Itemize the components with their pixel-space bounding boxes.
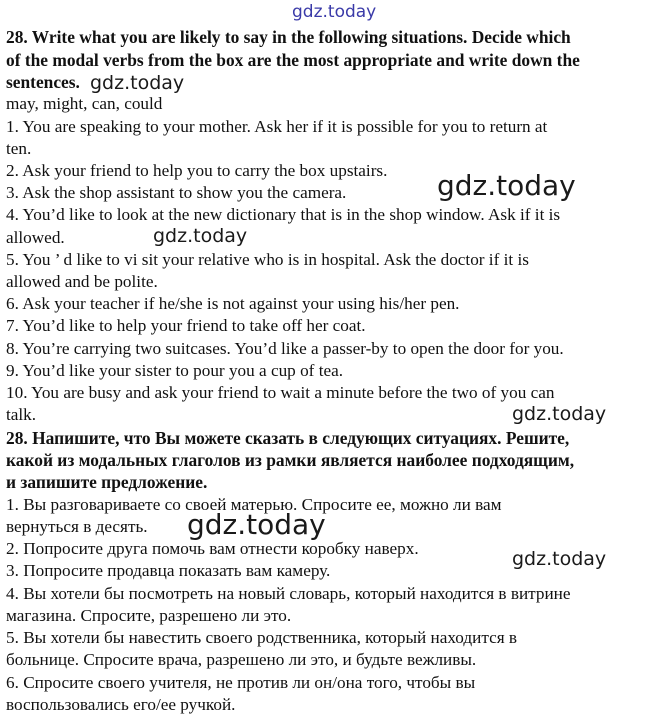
exercise-item-ru: 1. Вы разговариваете со своей матерью. Спросите ее, можно ли вам [6,495,502,514]
exercise-heading-ru: 28. Напишите, что Вы можете сказать в следующих ситуациях. Решите, [6,428,570,448]
exercise-item-ru: больнице. Спросите врача, разрешено ли это, и будьте вежливы. [6,650,477,669]
exercise-item-en: 1. You are speaking to your mother. Ask her if it is possible for you to return at [6,117,548,136]
modal-verbs-box: may, might, can, could [6,94,163,113]
exercise-item-ru: магазина. Спросите, разрешено ли это. [6,606,292,625]
exercise-heading-en: of the modal verbs from the box are the most appropriate and write down the [6,50,580,70]
exercise-item-ru: 2. Попросите друга помочь вам отнести коробку наверх. [6,539,419,558]
watermark-top: gdz.today [292,2,377,22]
exercise-item-ru: 6. Спросите своего учителя, не против ли он/она того, чтобы вы [6,673,476,692]
exercise-item-en: 8. You’re carrying two suitcases. You’d like a passer-by to open the door for you. [6,339,564,358]
exercise-item-en: allowed. [6,228,65,247]
exercise-item-en: allowed and be polite. [6,272,158,291]
exercise-item-ru: вернуться в десять. [6,517,148,536]
exercise-item-en: talk. [6,405,37,424]
exercise-item-ru: воспользовались его/ее ручкой. [6,695,236,714]
exercise-item-en: 7. You’d like to help your friend to take off her coat. [6,316,366,335]
exercise-item-ru: 4. Вы хотели бы посмотреть на новый словарь, который находится в витрине [6,584,571,603]
exercise-item-en: 4. You’d like to look at the new dictionary that is in the shop window. Ask if it is [6,205,561,224]
exercise-item-ru: 5. Вы хотели бы навестить своего родственника, который находится в [6,628,518,647]
watermark: gdz.today [437,169,576,202]
watermark: gdz.today [512,548,607,570]
exercise-item-en: 10. You are busy and ask your friend to wait a minute before the two of you can [6,383,555,402]
exercise-item-en: 6. Ask your teacher if he/she is not against your using his/her pen. [6,294,460,313]
exercise-heading-ru: и запишите предложение. [6,472,208,492]
watermark: gdz.today [153,225,248,247]
exercise-item-en: 2. Ask your friend to help you to carry the box upstairs. [6,161,388,180]
watermark: gdz.today [187,508,326,541]
watermark: gdz.today [512,403,607,425]
watermark: gdz.today [90,72,185,94]
exercise-heading-ru: какой из модальных глаголов из рамки является наиболее подходящим, [6,450,575,470]
exercise-item-en: 9. You’d like your sister to pour you a cup of tea. [6,361,344,380]
exercise-heading-en: sentences. [6,72,80,92]
exercise-item-ru: 3. Попросите продавца показать вам камеру. [6,561,331,580]
exercise-item-en: 3. Ask the shop assistant to show you the camera. [6,183,347,202]
exercise-item-en: ten. [6,139,32,158]
exercise-heading-en: 28. Write what you are likely to say in the following situations. Decide which [6,27,571,47]
exercise-item-en: 5. You ’ d like to vi sit your relative who is in hospital. Ask the doctor if it is [6,250,529,269]
